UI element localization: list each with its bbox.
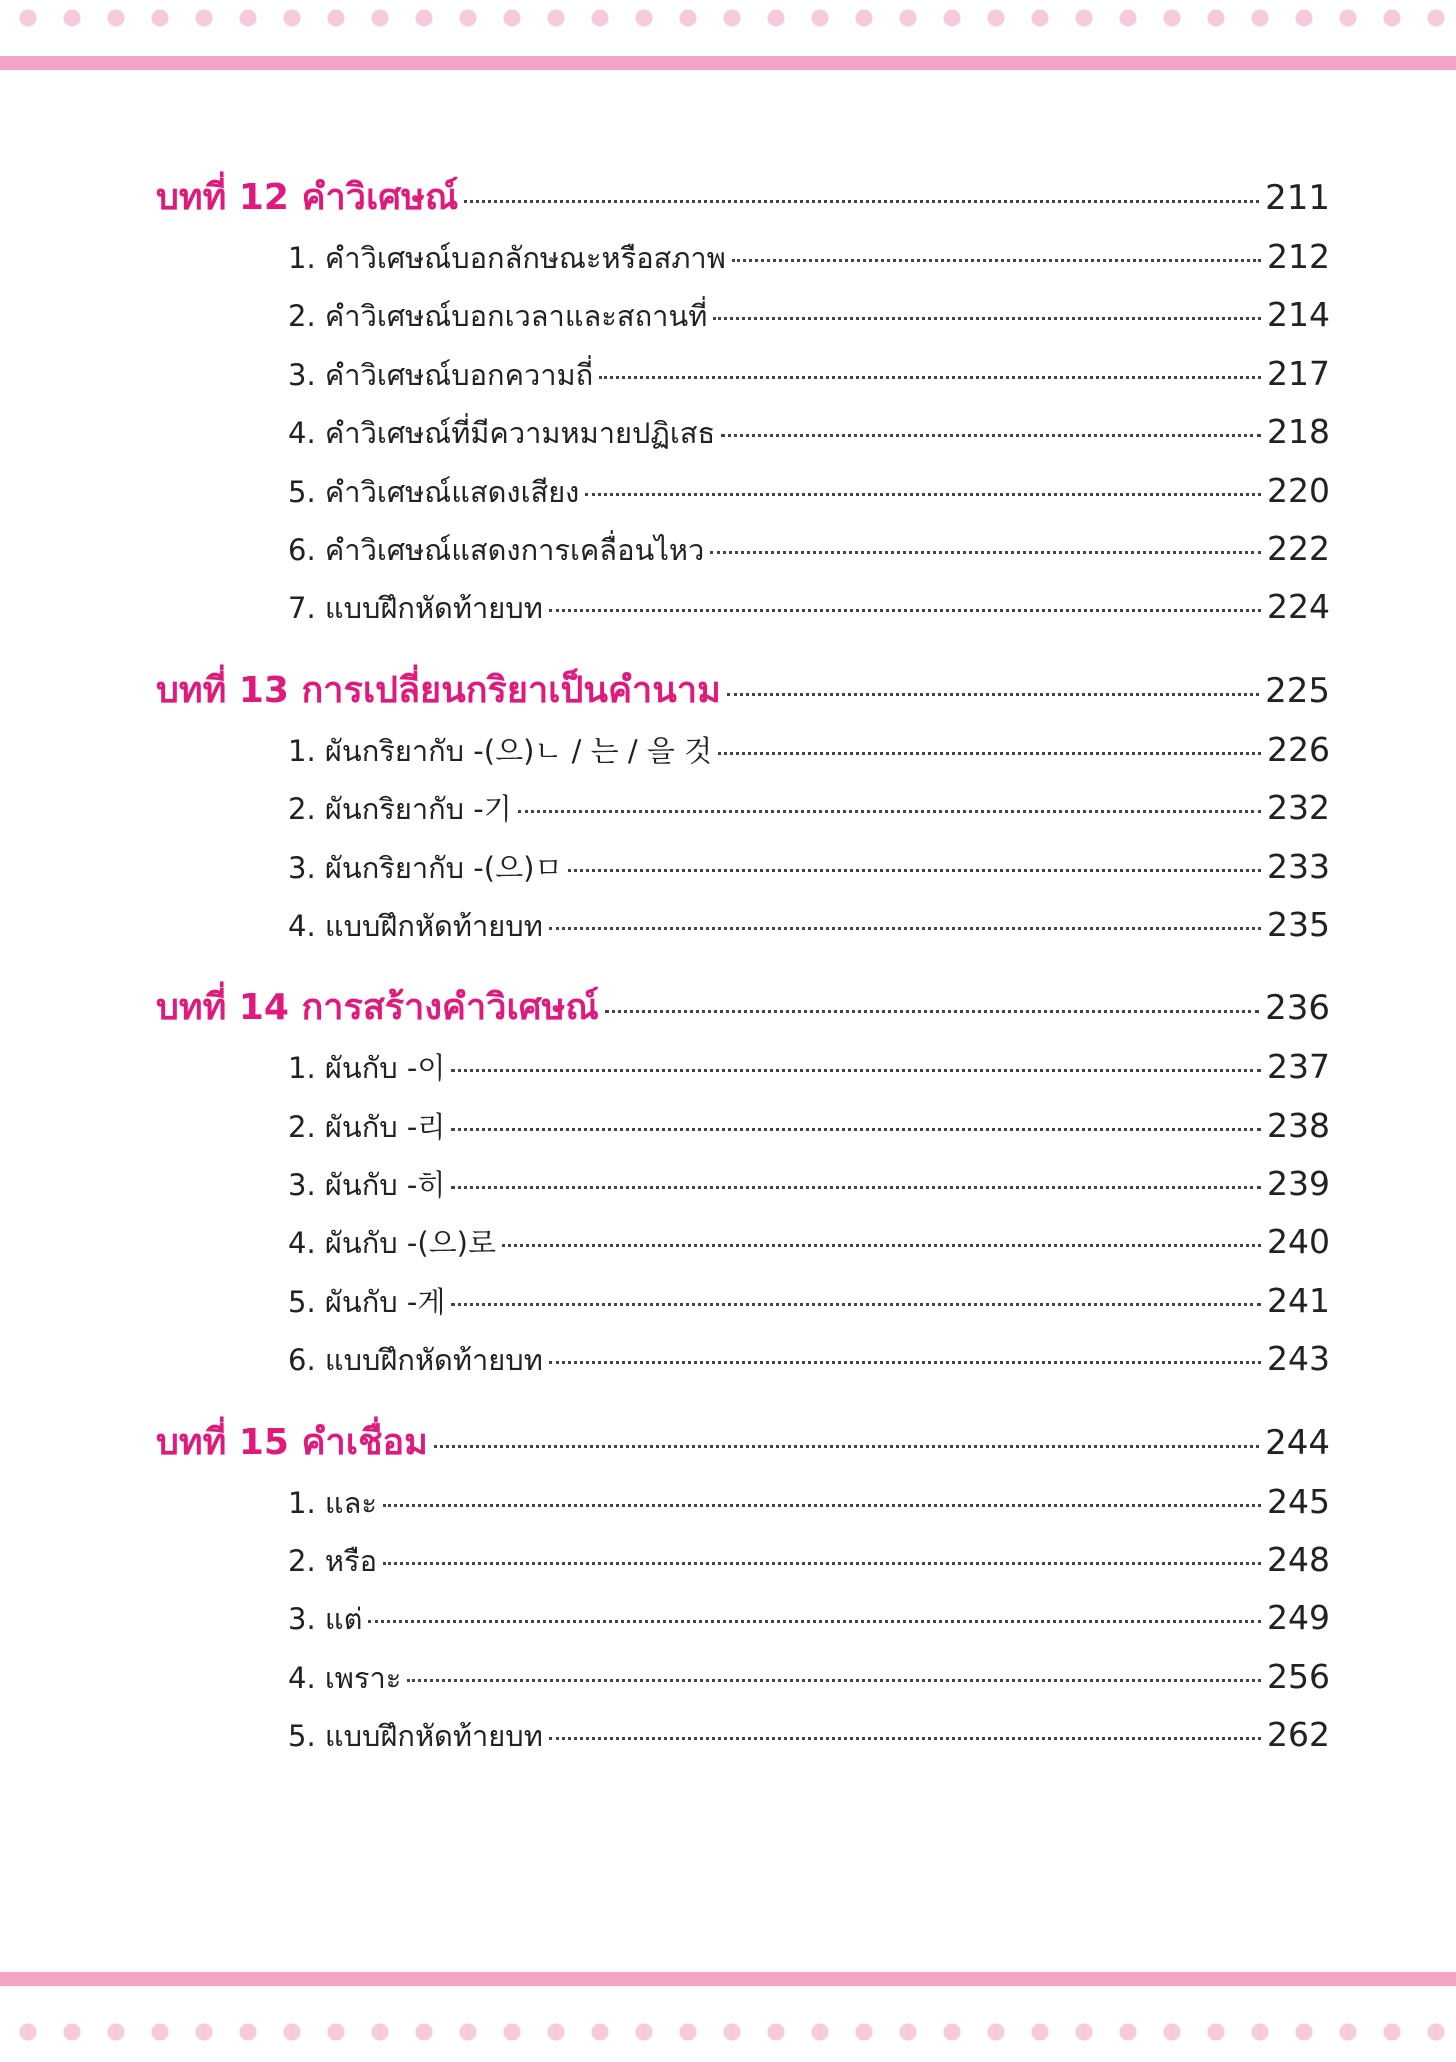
entry-page-number: 248 <box>1267 1540 1330 1580</box>
entry-page-number: 232 <box>1267 788 1330 828</box>
toc-entry[interactable] <box>288 403 1330 461</box>
dot-leader <box>383 1504 1261 1507</box>
dot-leader <box>721 434 1261 437</box>
entry-page-number: 233 <box>1267 846 1330 886</box>
toc-entry[interactable] <box>288 1706 1330 1764</box>
dot-leader <box>407 1679 1261 1682</box>
dot-leader <box>383 1562 1261 1565</box>
entry-label: 3. แต่ <box>288 1602 363 1637</box>
entry-label: 7. แบบฝึกหัดท้ายบท <box>288 591 543 626</box>
dot-leader <box>568 869 1261 872</box>
entry-label: 2. ผันกับ -리 <box>288 1109 446 1144</box>
toc-entry[interactable] <box>288 1097 1330 1155</box>
entry-label: 3. ผันกริยากับ -(으)ㅁ <box>288 850 563 885</box>
dot-leader <box>451 1069 1261 1072</box>
toc-entry[interactable] <box>288 228 1330 286</box>
dot-leader <box>549 1361 1261 1364</box>
dot-leader <box>727 693 1259 696</box>
toc-entry[interactable] <box>288 286 1330 344</box>
toc-entry[interactable] <box>288 779 1330 837</box>
entry-label: 5. แบบฝึกหัดท้ายบท <box>288 1719 543 1754</box>
toc-entry[interactable] <box>288 1589 1330 1647</box>
bottom-pink-band <box>0 1972 1456 1986</box>
entry-page-number: 240 <box>1267 1222 1330 1262</box>
dot-leader <box>549 927 1261 930</box>
toc-entry[interactable] <box>288 1473 1330 1531</box>
entry-label: 1. ผันกับ -이 <box>288 1051 446 1086</box>
dot-leader <box>585 493 1261 496</box>
toc-entry[interactable] <box>288 1213 1330 1271</box>
toc-entry[interactable] <box>288 520 1330 578</box>
entry-page-number: 249 <box>1267 1598 1330 1638</box>
entry-label: 2. ผันกริยากับ -기 <box>288 792 512 827</box>
dot-leader <box>368 1620 1261 1623</box>
entry-label: 1. และ <box>288 1485 377 1520</box>
entry-label: 4. แบบฝึกหัดท้ายบท <box>288 908 543 943</box>
dot-leader <box>605 1010 1259 1013</box>
toc-entry[interactable] <box>288 1272 1330 1330</box>
entry-page-number: 239 <box>1267 1164 1330 1204</box>
chapter-heading[interactable] <box>156 168 1330 228</box>
chapter-page-number: 211 <box>1265 178 1330 218</box>
entry-label: 1. ผันกริยากับ -(으)ㄴ / 는 / 을 것 <box>288 733 713 768</box>
entry-page-number: 218 <box>1267 412 1330 452</box>
entry-label: 4. คำวิเศษณ์ที่มีความหมายปฏิเสธ <box>288 416 716 451</box>
entry-label: 2. หรือ <box>288 1544 377 1579</box>
entry-page-number: 220 <box>1267 470 1330 510</box>
chapter-14 <box>156 978 1330 1388</box>
dot-leader <box>549 609 1261 612</box>
chapter-page-number: 225 <box>1265 670 1330 711</box>
toc-entry[interactable] <box>288 1155 1330 1213</box>
toc-entry[interactable] <box>288 896 1330 954</box>
dot-leader <box>434 1445 1259 1448</box>
toc-entry[interactable] <box>288 1648 1330 1706</box>
entry-page-number: 262 <box>1267 1715 1330 1755</box>
entry-page-number: 214 <box>1267 295 1330 335</box>
dot-leader <box>451 1303 1261 1306</box>
entry-label: 4. เพราะ <box>288 1660 402 1695</box>
table-of-contents <box>156 168 1330 1789</box>
entry-label: 4. ผันกับ -(으)로 <box>288 1226 497 1261</box>
toc-entry[interactable] <box>288 1038 1330 1096</box>
toc-entry[interactable] <box>288 1531 1330 1589</box>
chapter-heading[interactable] <box>156 978 1330 1038</box>
dot-leader <box>464 200 1259 203</box>
toc-entry[interactable] <box>288 838 1330 896</box>
entry-label: 2. คำวิเศษณ์บอกเวลาและสถานที่ <box>288 299 708 334</box>
toc-entry[interactable] <box>288 1330 1330 1388</box>
entry-page-number: 235 <box>1267 904 1330 944</box>
toc-entry[interactable] <box>288 462 1330 520</box>
entry-page-number: 224 <box>1267 587 1330 627</box>
chapter-heading[interactable] <box>156 661 1330 721</box>
chapter-title: บทที่ 13 การเปลี่ยนกริยาเป็นคำนาม <box>156 669 721 711</box>
chapter-title: บทที่ 12 คำวิเศษณ์ <box>156 177 459 218</box>
entry-page-number: 212 <box>1267 237 1330 276</box>
chapter-title: บทที่ 15 คำเชื่อม <box>156 1421 428 1463</box>
entry-page-number: 243 <box>1267 1339 1330 1379</box>
entry-page-number: 237 <box>1267 1047 1330 1087</box>
entry-page-number: 222 <box>1267 528 1330 568</box>
entry-page-number: 256 <box>1267 1656 1330 1696</box>
entry-label: 3. คำวิเศษณ์บอกความถี่ <box>288 357 594 392</box>
dot-leader <box>710 551 1261 554</box>
entry-page-number: 245 <box>1267 1481 1330 1521</box>
chapter-page-number: 244 <box>1265 1422 1330 1463</box>
chapter-page-number: 236 <box>1265 988 1330 1029</box>
chapter-15 <box>156 1413 1330 1765</box>
bottom-dot-pattern <box>0 2010 1456 2062</box>
entry-label: 3. ผันกับ -히 <box>288 1168 446 1203</box>
dot-leader <box>599 376 1261 379</box>
entry-label: 6. แบบฝึกหัดท้ายบท <box>288 1343 543 1378</box>
entry-page-number: 217 <box>1267 353 1330 393</box>
chapter-13 <box>156 661 1330 955</box>
entry-page-number: 238 <box>1267 1105 1330 1145</box>
dot-leader <box>451 1186 1261 1189</box>
dot-leader <box>451 1128 1261 1131</box>
entry-page-number: 226 <box>1267 729 1330 769</box>
toc-entry[interactable] <box>288 345 1330 403</box>
top-dot-pattern <box>0 0 1456 48</box>
chapter-heading[interactable] <box>156 1413 1330 1473</box>
chapter-title: บทที่ 14 การสร้างคำวิเศษณ์ <box>156 987 599 1029</box>
dot-leader <box>713 317 1261 320</box>
dot-leader <box>732 259 1261 262</box>
entry-label: 6. คำวิเศษณ์แสดงการเคลื่อนไหว <box>288 532 705 567</box>
dot-leader <box>502 1244 1261 1247</box>
chapter-12 <box>156 168 1330 637</box>
toc-entry[interactable] <box>288 578 1330 636</box>
entry-page-number: 241 <box>1267 1280 1330 1320</box>
top-pink-band <box>0 56 1456 70</box>
entry-label: 1. คำวิเศษณ์บอกลักษณะหรือสภาพ <box>288 241 726 275</box>
entry-label: 5. ผันกับ -게 <box>288 1284 446 1319</box>
entry-label: 5. คำวิเศษณ์แสดงเสียง <box>288 474 580 509</box>
dot-leader <box>718 752 1261 755</box>
toc-entry[interactable] <box>288 721 1330 779</box>
dot-leader <box>518 810 1261 813</box>
dot-leader <box>549 1737 1261 1740</box>
